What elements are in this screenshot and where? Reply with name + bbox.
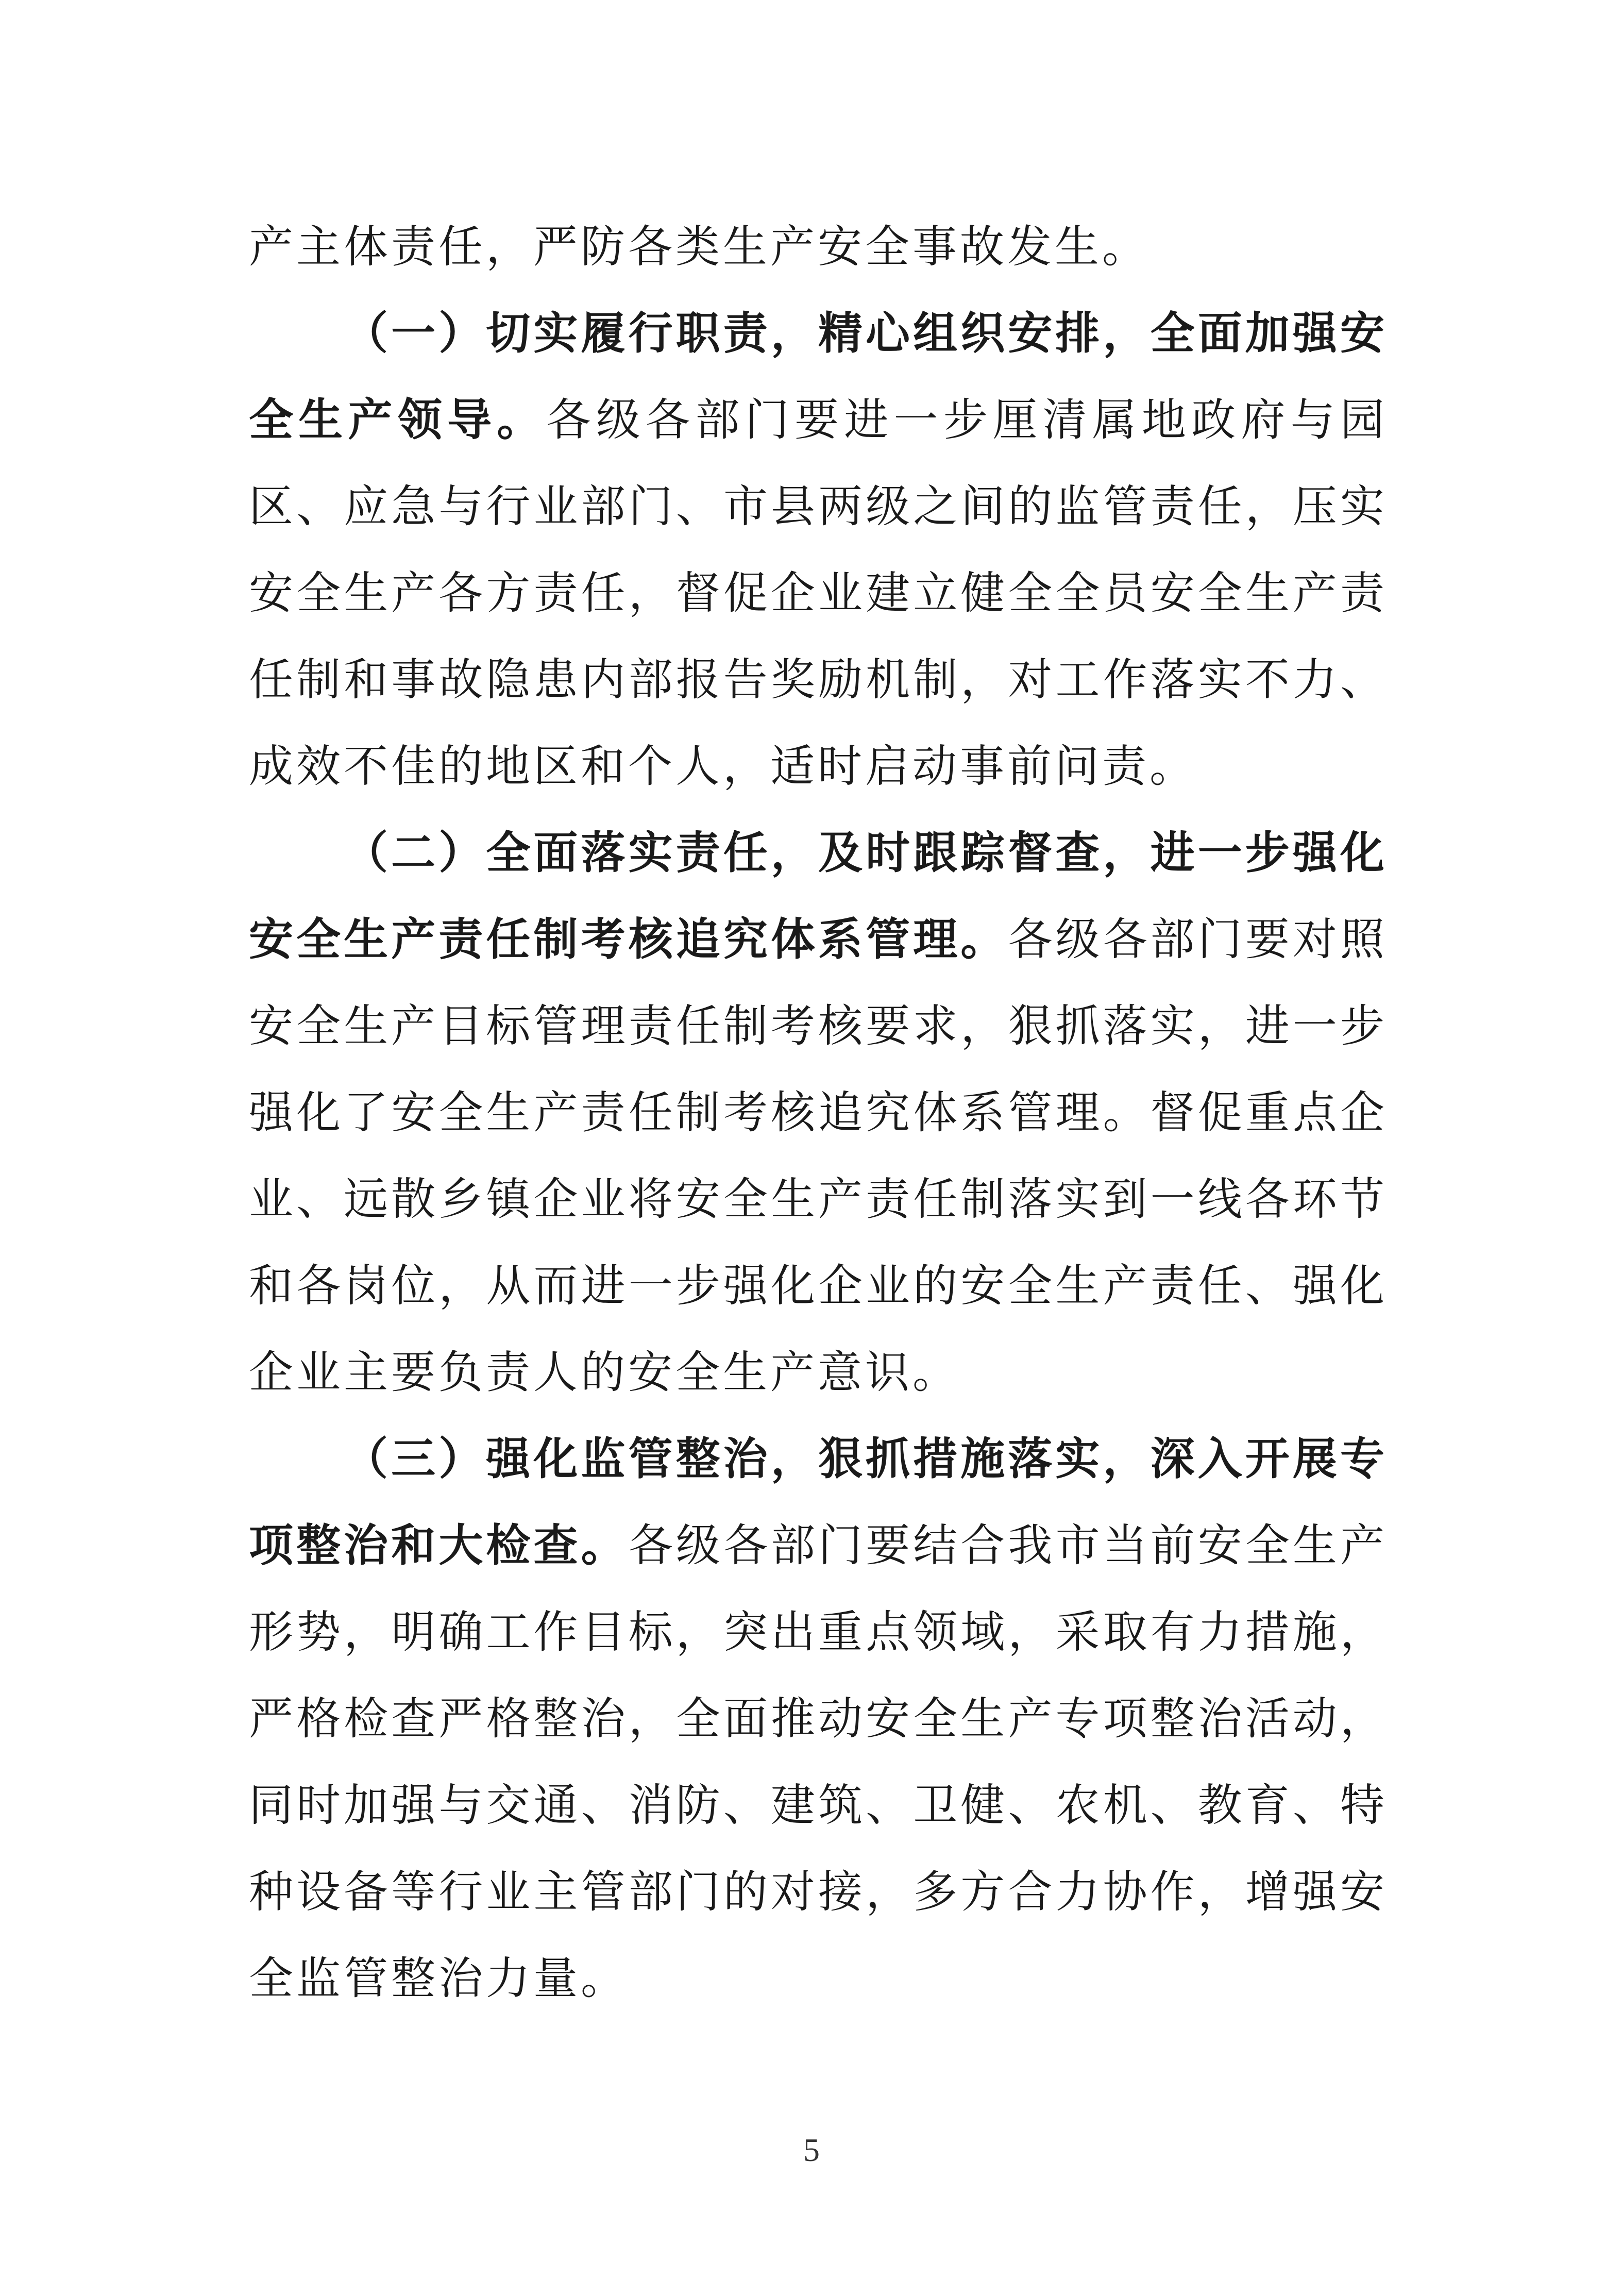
section-3-heading: （三）强化监管整治，狠抓措施落实，深入开展专项整治和大检查。: [249, 1433, 1388, 1571]
section-1-body: 各级各部门要进一步厘清属地政府与园区、应急与行业部门、市县两级之间的监管责任，压实安全生产各方责任，督促企业建立健全全员安全生产责任制和事故隐患内部报告奖励机制，对工作落实不力、成效不佳的地区和个人，适时启动事前问责。: [249, 394, 1388, 792]
section-3-body: 各级各部门要结合我市当前安全生产形势，明确工作目标，突出重点领域，采取有力措施，严格检查严格整治，全面推动安全生产专项整治活动，同时加强与交通、消防、建筑、卫健、农机、教育、特种设备等行业主管部门的对接，多方合力协作，增强安全监管整治力量。: [249, 1520, 1388, 2004]
section-2-body: 各级各部门要对照安全生产目标管理责任制考核要求，狠抓落实，进一步强化了安全生产责任制考核追究体系管理。督促重点企业、远散乡镇企业将安全生产责任制落实到一线各环节和各岗位，从而进一步强化企业的安全生产责任、强化企业主要负责人的安全生产意识。: [249, 914, 1388, 1398]
section-2: [249, 810, 1388, 1416]
page-number: 5: [803, 2132, 820, 2168]
continuation-text: 产主体责任，严防各类生产安全事故发生。: [249, 221, 1149, 273]
section-2-heading: （二）全面落实责任，及时跟踪督查，进一步强化安全生产责任制考核追究体系管理。: [249, 827, 1388, 965]
section-3: [249, 1416, 1388, 2022]
section-1-paragraph: [249, 290, 1388, 810]
section-3-paragraph: [249, 1416, 1388, 2022]
section-2-paragraph: [249, 810, 1388, 1416]
section-1: [249, 290, 1388, 810]
section-1-heading: （一）切实履行职责，精心组织安排，全面加强安全生产领导。: [249, 307, 1388, 446]
continuation-paragraph: [249, 204, 1388, 290]
